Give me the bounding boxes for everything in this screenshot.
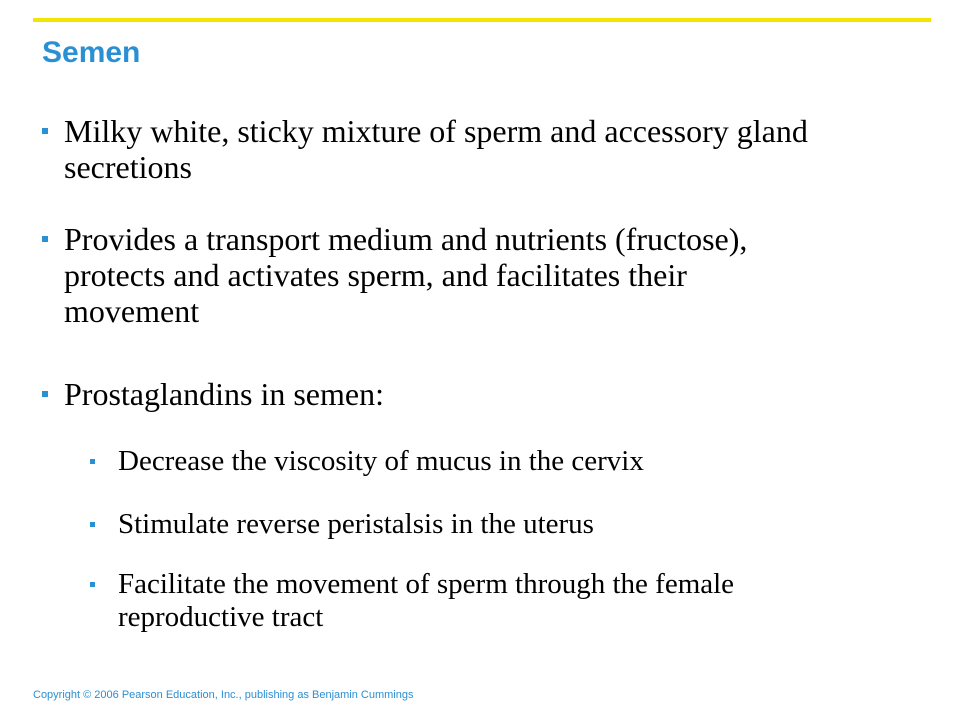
square-bullet-icon [90, 582, 95, 587]
bullet-item [42, 376, 812, 412]
copyright-footer: Copyright © 2006 Pearson Education, Inc., publishing as Benjamin Cummings [33, 689, 414, 701]
bullet-text: Prostaglandins in semen: [64, 376, 384, 412]
square-bullet-icon [90, 459, 95, 464]
square-bullet-icon [42, 391, 48, 397]
square-bullet-icon [90, 522, 95, 527]
subbullet-item [90, 508, 850, 541]
square-bullet-icon [42, 128, 48, 134]
bullet-text: Milky white, sticky mixture of sperm and accessory gland secretions [64, 113, 808, 185]
subbullet-text: Facilitate the movement of sperm through the female reproductive tract [118, 568, 735, 633]
bullet-text: Provides a transport medium and nutrients (fructose), protects and activates sperm, and facilitates their movement [64, 221, 748, 329]
subbullet-item [90, 568, 850, 634]
square-bullet-icon [42, 236, 48, 242]
subbullet-item [90, 445, 850, 478]
slide-title: Semen [42, 36, 141, 69]
subbullet-text: Stimulate reverse peristalsis in the uterus [118, 508, 594, 540]
bullet-item [42, 221, 812, 329]
subbullet-text: Decrease the viscosity of mucus in the cervix [118, 445, 644, 477]
bullet-item [42, 113, 812, 185]
